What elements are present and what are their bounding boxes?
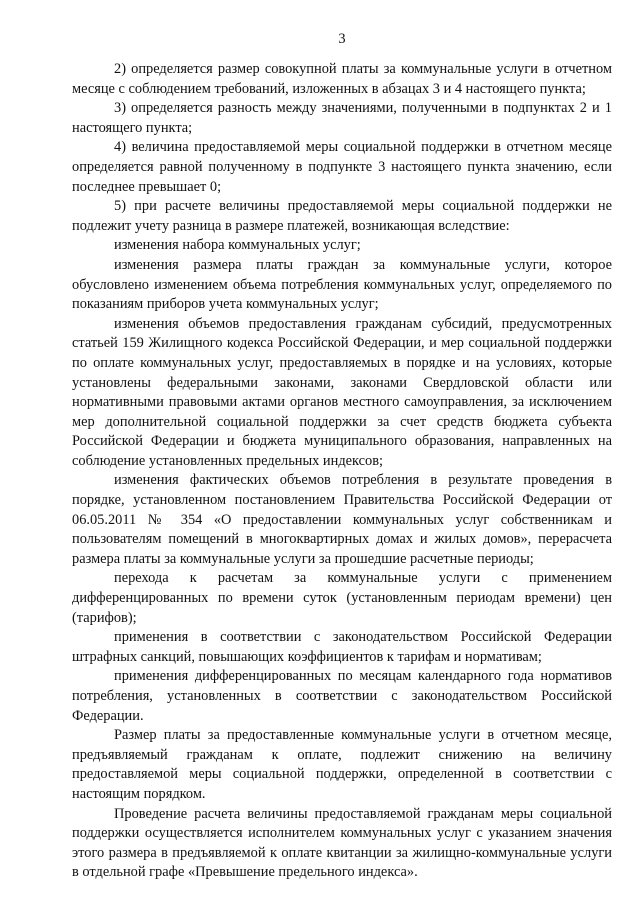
paragraph-calculation-procedure: Проведение расчета величины предоставляемой гражданам меры социальной поддержки осуществляется исполнителем коммунальных услуг с указанием значения этого размера в предъявляемой к оплате квитанции за жилищно-коммунальные услуги в отдельной графе «Превышение предельного индекса».	[72, 805, 612, 881]
paragraph-service-set-change: изменения набора коммунальных услуг;	[114, 237, 361, 254]
paragraph-subitem-2: 2) определяется размер совокупной платы за коммунальные услуги в отчетном месяце с соблюдением требований, изложенных в абзацах 3 и 4 настоящего пункта;	[72, 61, 612, 97]
paragraph-subitem-5: 5) при расчете величины предоставляемой меры социальной поддержки не подлежит учету разница в размере платежей, возникающая вследствие:	[72, 198, 612, 234]
paragraph-subsidy-change: изменения объемов предоставления гражданам субсидий, предусмотренных статьей 159 Жилищного кодекса Российской Федерации, и мер социальной поддержки по оплате коммунальных услуг, предоставляемых в порядке и на условиях, которые установлены федеральными законами, законами Свердловской области или нормативными правовыми актами органов местного самоуправления, за исключением мер дополнительной социальной поддержки за счет средств бюджета субъекта Российской Федерации и бюджета муниципального образования, направленных на соблюдение установленных предельных индексов;	[72, 315, 612, 469]
paragraph-payment-reduction: Размер платы за предоставленные коммунальные услуги в отчетном месяце, предъявляемый гражданам к оплате, подлежит снижению на величину предоставляемой меры социальной поддержки, определенной в соответствии с настоящим порядком.	[72, 727, 612, 802]
paragraph-time-differentiated-tariffs: перехода к расчетам за коммунальные услуги с применением дифференцированных по времени суток (установленным периодам времени) цен (тарифов);	[72, 570, 612, 626]
document-page	[72, 30, 612, 883]
paragraph-subitem-3: 3) определяется разность между значениями, полученными в подпунктах 2 и 1 настоящего пункта;	[72, 100, 612, 136]
paragraph-subitem-4: 4) величина предоставляемой меры социальной поддержки в отчетном месяце определяется равной полученному в подпункте 3 настоящего пункта значению, если последнее превышает 0;	[72, 139, 612, 195]
paragraph-payment-size-change: изменения размера платы граждан за коммунальные услуги, которое обусловлено изменением объема потребления коммунальных услуг, определяемого по показаниям приборов учета коммунальных услуг;	[72, 256, 612, 313]
paragraph-monthly-standards: применения дифференцированных по месяцам календарного года нормативов потребления, установленных в соответствии с законодательством Российской Федерации.	[72, 668, 612, 724]
paragraph-penalty-sanctions: применения в соответствии с законодательством Российской Федерации штрафных санкций, повышающих коэффициентов к тарифам и нормативам;	[72, 629, 612, 665]
page-number: 3	[338, 31, 346, 47]
paragraph-consumption-recalculation: изменения фактических объемов потребления в результате проведения в порядке, установленном постановлением Правительства Российской Федерации от 06.05.2011 № 354 «О предоставлении коммунальных услуг собственникам и пользователям помещений в многоквартирных домах и жилых домов», перерасчета размера платы за коммунальные услуги за прошедшие расчетные периоды;	[72, 472, 612, 567]
